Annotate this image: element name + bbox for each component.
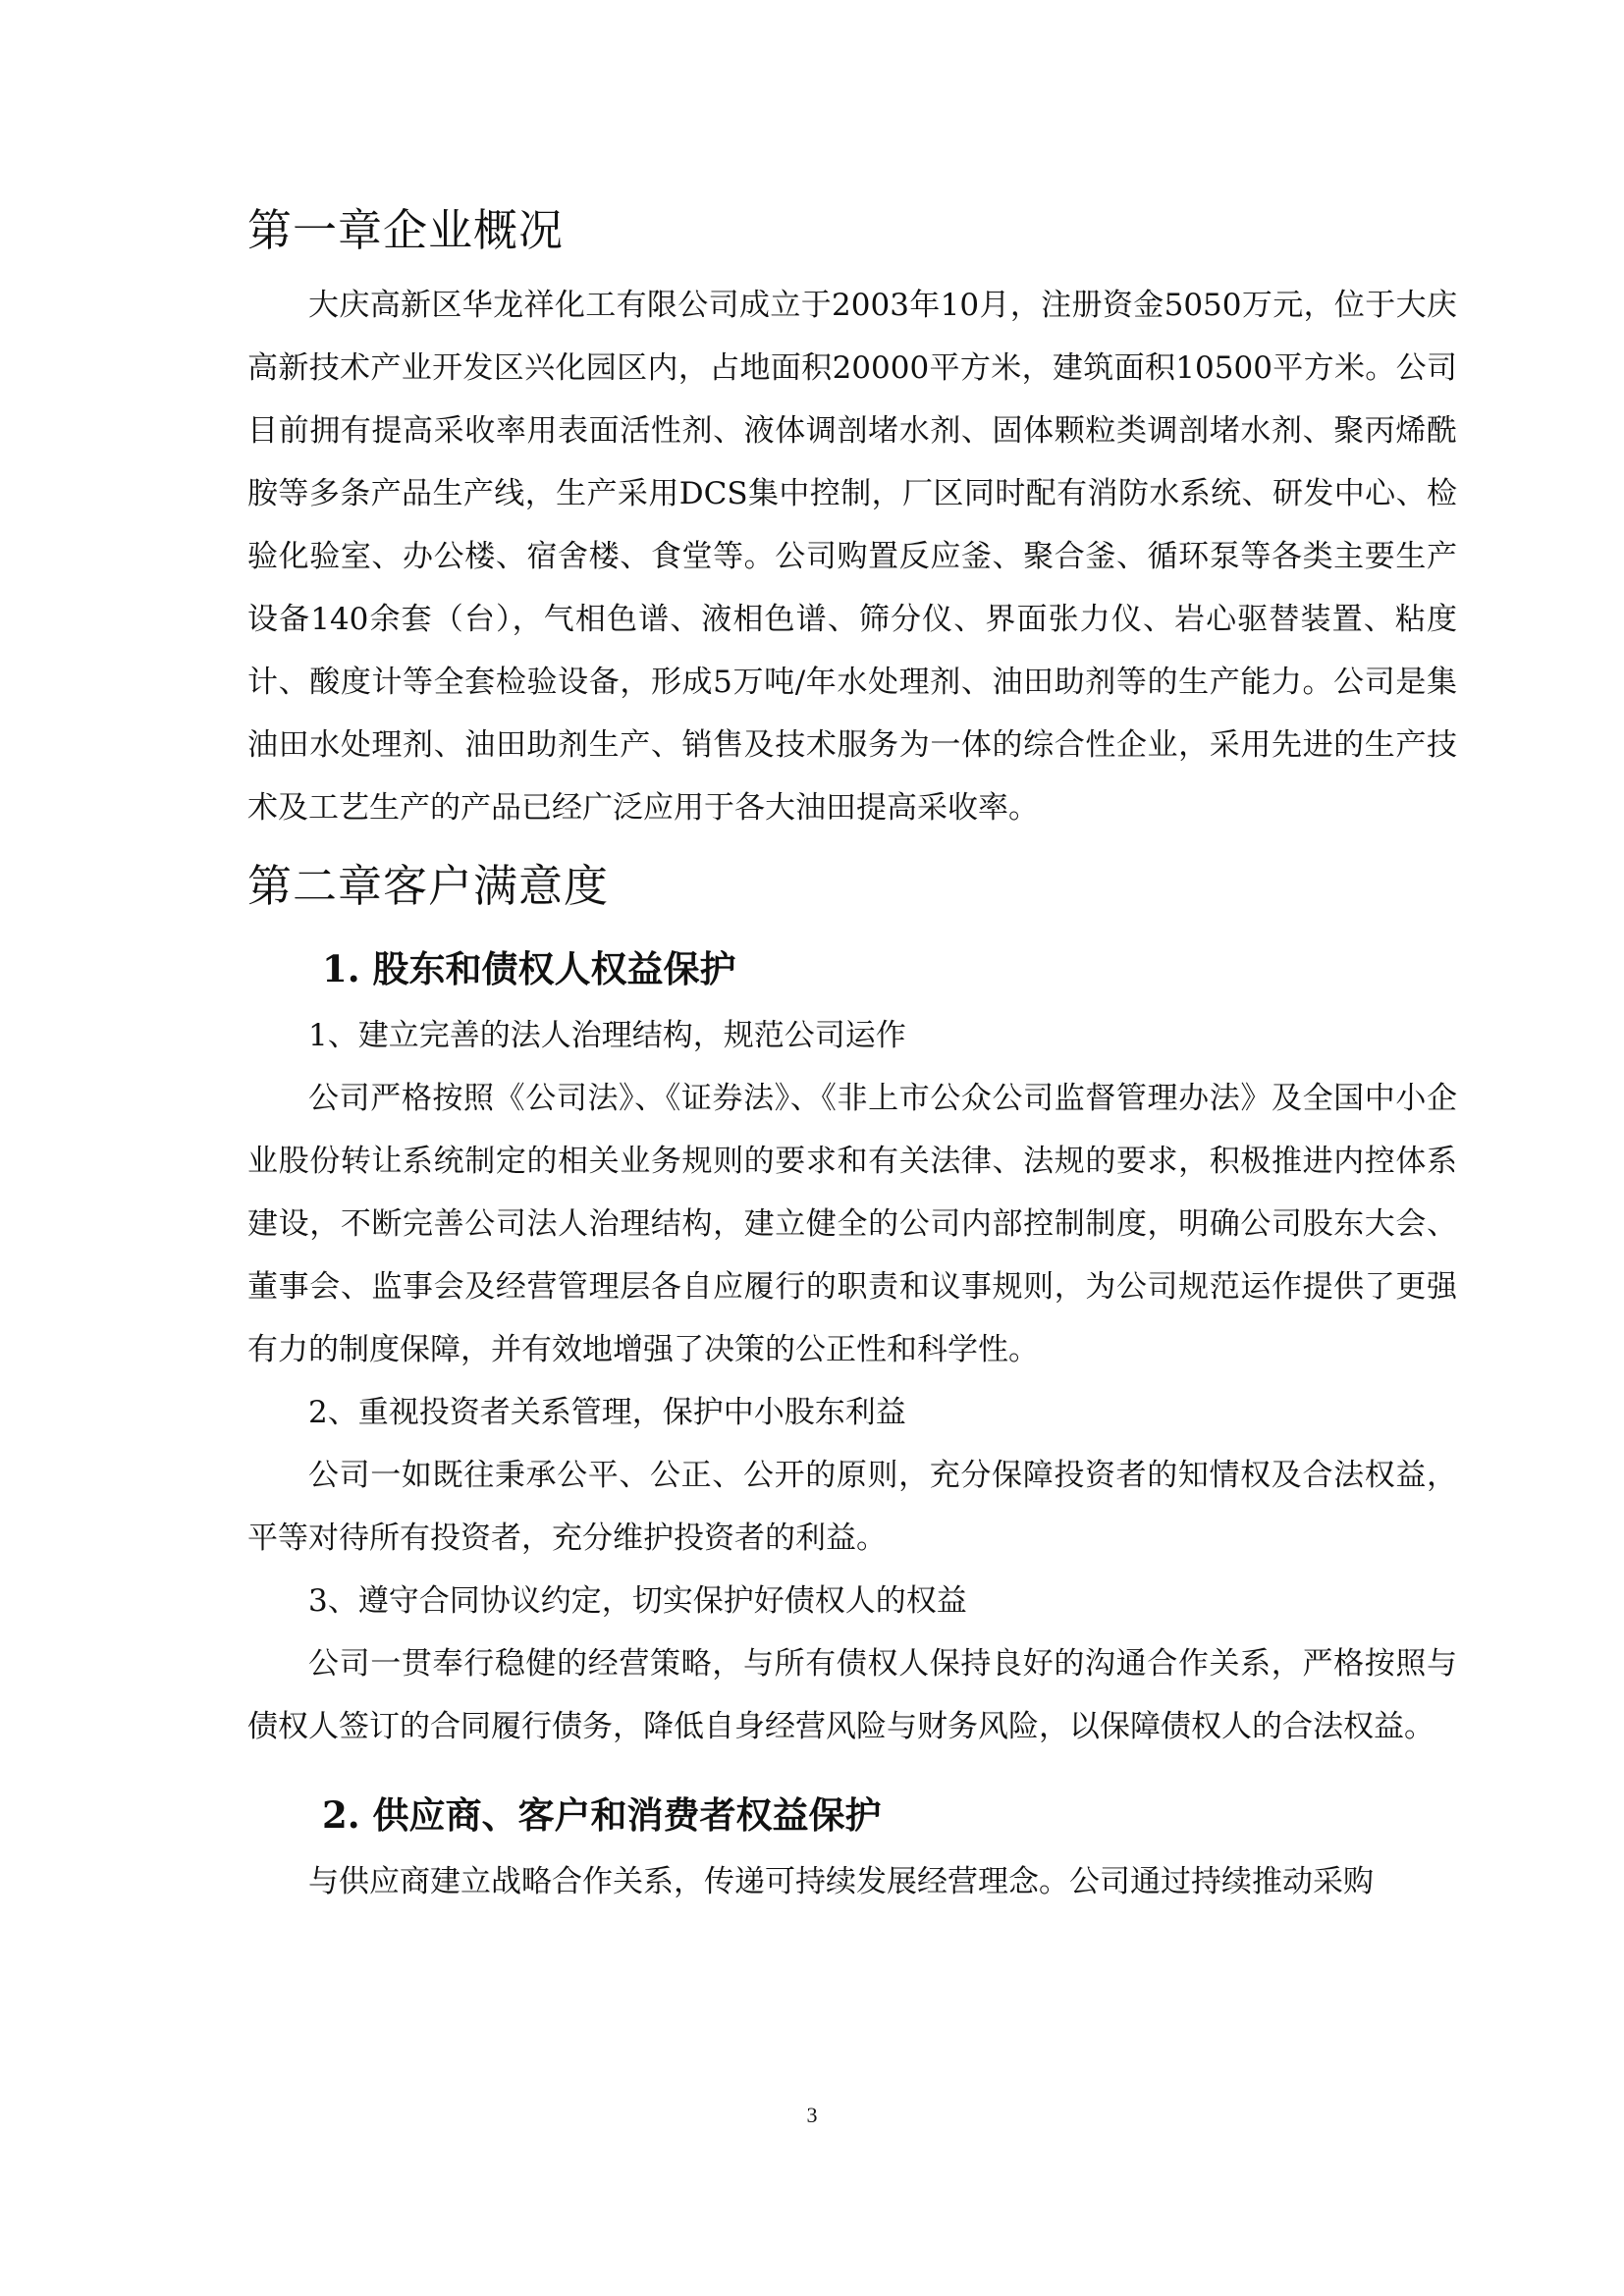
section-1-heading: 1. 股东和债权人权益保护 [322,947,736,990]
item-1-heading: 1、建立完善的法人治理结构，规范公司运作 [308,1018,906,1053]
section-2-heading: 2. 供应商、客户和消费者权益保护 [322,1793,882,1837]
item-3-paragraph: 公司一贯奉行稳健的经营策略，与所有债权人保持良好的沟通合作关系，严格按照与债权人签订的合同履行债务，降低自身经营风险与财务风险，以保障债权人的合法权益。 [247,1646,1457,1744]
item-2-heading: 2、重视投资者关系管理，保护中小股东利益 [308,1395,906,1430]
chapter-1-title: 第一章企业概况 [247,204,565,256]
item-3-heading: 3、遵守合同协议约定，切实保护好债权人的权益 [308,1583,967,1619]
page-content [247,191,1457,1913]
page-number: 3 [806,2103,818,2127]
section-2-paragraph: 与供应商建立战略合作关系，传递可持续发展经营理念。公司通过持续推动采购 [308,1864,1374,1899]
chapter-1-paragraph: 大庆高新区华龙祥化工有限公司成立于2003年10月，注册资金5050万元，位于大庆高新技术产业开发区兴化园区内，占地面积20000平方米，建筑面积10500平方米。公司目前拥有提高采收率用表面活性剂、液体调剖堵水剂、固体颗粒类调剖堵水剂、聚丙烯酰胺等多条产品生产线，生产采用DCS集中控制，厂区同时配有消防水系统、研发中心、检验化验室、办公楼、宿舍楼、食堂等。公司购置反应釜、聚合釜、循环泵等各类主要生产设备140余套（台），气相色谱、液相色谱、筛分仪、界面张力仪、岩心驱替装置、粘度计、酸度计等全套检验设备，形成5万吨/年水处理剂、油田助剂等的生产能力。公司是集油田水处理剂、油田助剂生产、销售及技术服务为一体的综合性企业，采用先进的生产技术及工艺生产的产品已经广泛应用于各大油田提高采收率。 [247,288,1457,826]
chapter-2-title: 第二章客户满意度 [247,860,610,912]
item-1-paragraph: 公司严格按照《公司法》、《证券法》、《非上市公众公司监督管理办法》及全国中小企业股份转让系统制定的相关业务规则的要求和有关法律、法规的要求，积极推进内控体系建设，不断完善公司法人治理结构，建立健全的公司内部控制制度，明确公司股东大会、董事会、监事会及经营管理层各自应履行的职责和议事规则，为公司规范运作提供了更强有力的制度保障，并有效地增强了决策的公正性和科学性。 [247,1081,1457,1367]
item-2-paragraph: 公司一如既往秉承公平、公正、公开的原则，充分保障投资者的知情权及合法权益，平等对待所有投资者，充分维护投资者的利益。 [247,1458,1457,1556]
